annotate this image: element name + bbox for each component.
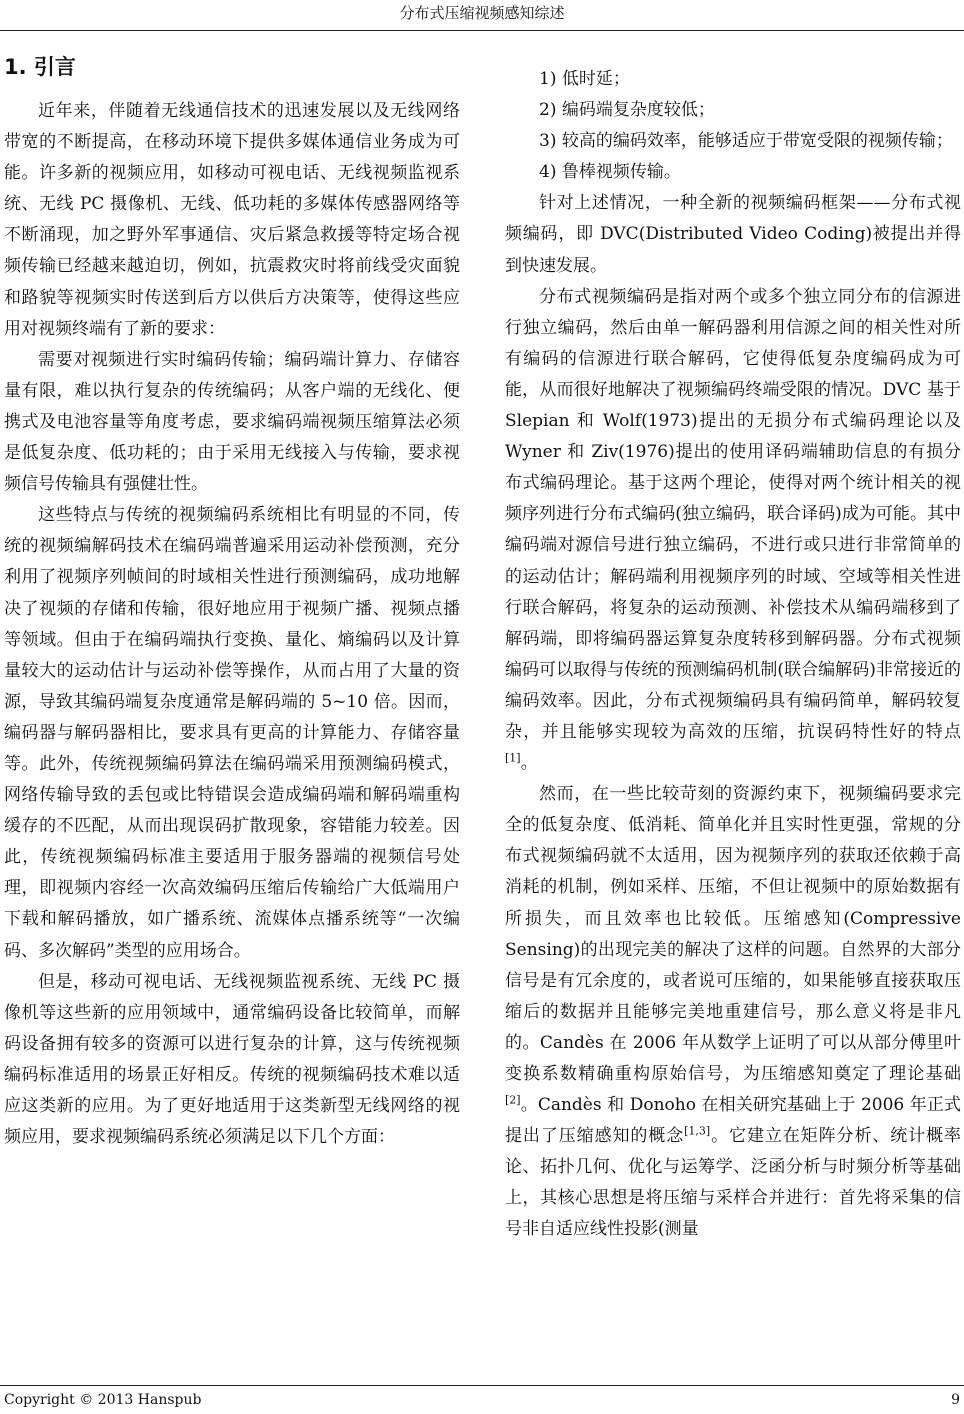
requirement-list-item: 1) 低时延； [539, 69, 630, 89]
paragraph [505, 779, 961, 1245]
paragraph-text: 。 [520, 753, 538, 774]
paragraph-text: 然而，在一些比较苛刻的资源约束下，视频编码要求完全的低复杂度、低消耗、简单化并且实时性更强，常规的分布式视频编码就不太适用，因为视频序列的获取还依赖于高消耗的机制，例如采样、压缩，不但让视频中的原始数据有所损失，而且效率也比较低。压缩感知(Compressive Sensing)的出现完美的解决了这样的问题。自然界的大部分信号是有冗余度的，或者说可压缩的，如果能够直接获取压缩后的数据并且能够完美地重建信号，那么意义将是非凡的。Candès 在 2006 年从数学上证明了可以从部分傅里叶变换系数精确重构原始信号，为压缩感知奠定了理论基础 [505, 784, 961, 1084]
page-footer [0, 1385, 964, 1410]
requirement-list-item: 4) 鲁棒视频传输。 [539, 162, 681, 183]
right-column [505, 64, 961, 1246]
paragraph: 需要对视频进行实时编码传输；编码端计算力、存储容量有限，难以执行复杂的传统编码；从客户端的无线化、便携式及电池容量等角度考虑，要求编码端视频压缩算法必须是低复杂度、低功耗的；由于采用无线接入与传输，要求视频信号传输具有强健壮性。 [4, 349, 460, 495]
paragraph: 针对上述情况，一种全新的视频编码框架——分布式视频编码，即 DVC(Distributed Video Coding)被提出并得到快速发展。 [505, 193, 961, 276]
page-number: 9 [951, 1392, 960, 1408]
left-column [4, 52, 460, 1153]
citation-ref[interactable]: [1,3] [684, 1124, 711, 1138]
section-title: 1. 引言 [4, 55, 76, 79]
paragraph: 这些特点与传统的视频编码系统相比有明显的不同，传统的视频编解码技术在编码端普遍采用运动补偿预测，充分利用了视频序列帧间的时域相关性进行预测编码，成功地解决了视频的存储和传输，很好地应用于视频广播、视频点播等领域。但由于在编码端执行变换、量化、熵编码以及计算量较大的运动估计与运动补偿等操作，从而占用了大量的资源，导致其编码端复杂度通常是解码端的 5~10 倍。因而，编码器与解码器相比，要求具有更高的计算能力、存储容量等。此外，传统视频编码算法在编码端采用预测编码模式，网络传输导致的丢包或比特错误会造成编码端和解码端重构缓存的不匹配，从而出现误码扩散现象，容错能力较差。因此，传统视频编码标准主要适用于服务器端的视频信号处理，即视频内容经一次高效编码压缩后传输给广大低端用户下载和解码播放，如广播系统、流媒体点播系统等“一次编码、多次解码”类型的应用场合。 [4, 505, 460, 961]
paragraph: 近年来，伴随着无线通信技术的迅速发展以及无线网络带宽的不断提高，在移动环境下提供多媒体通信业务成为可能。许多新的视频应用，如移动可视电话、无线视频监视系统、无线 PC 摄像机、无线、低功耗的多媒体传感器网络等不断涌现，加之野外军事通信、灾后紧急救援等特定场合视频传输已经越来越迫切，例如，抗震救灾时将前线受灾面貌和路貌等视频实时传送到后方以供后方决策等，使得这些应用对视频终端有了新的要求： [4, 101, 460, 339]
paragraph [505, 282, 961, 780]
requirement-list-item: 3) 较高的编码效率，能够适应于带宽受限的视频传输； [539, 131, 953, 152]
citation-ref[interactable]: [1] [505, 751, 521, 765]
running-title: 分布式压缩视频感知综述 [399, 4, 565, 22]
paragraph-text: 分布式视频编码是指对两个或多个独立同分布的信源进行独立编码，然后由单一解码器利用信源之间的相关性对所有编码的信源进行联合解码，它使得低复杂度编码成为可能，从而很好地解决了视频编码终端受限的情况。DVC 基于 Slepian 和 Wolf(1973)提出的无损分布式编码理论以及 Wyner 和 Ziv(1976)提出的使用译码端辅助信息的有损分布式编码理论。基于这两个理论，使得对两个统计相关的视频序列进行分布式编码(独立编码，联合译码)成为可能。其中编码端对源信号进行独立编码，不进行或只进行非常简单的的运动估计；解码端利用视频序列的时域、空域等相关性进行联合解码，将复杂的运动预测、补偿技术从编码端移到了解码端，即将编码器运算复杂度转移到解码器。分布式视频编码可以取得与传统的预测编码机制(联合编解码)非常接近的编码效率。因此，分布式视频编码具有编码简单，解码较复杂，并且能够实现较为高效的压缩，抗误码特性好的特点 [505, 286, 961, 742]
paragraph: 但是，移动可视电话、无线视频监视系统、无线 PC 摄像机等这些新的应用领域中，通常编码设备比较简单，而解码设备拥有较多的资源可以进行复杂的计算，这与传统视频编码标准适用的场景正好相反。传统的视频编码技术难以适应这类新的应用。为了更好地适用于这类新型无线网络的视频应用，要求视频编码系统必须满足以下几个方面： [4, 971, 460, 1148]
requirement-list-item: 2) 编码端复杂度较低； [539, 100, 715, 121]
paragraph-text: 。它建立在矩阵分析、统计概率论、拓扑几何、优化与运筹学、泛函分析与时频分析等基础上，其核心思想是将压缩与采样合并进行：首先将采集的信号非自适应线性投影(测量 [505, 1126, 962, 1240]
copyright-notice: Copyright © 2013 Hanspub [4, 1392, 202, 1408]
paragraph-text: 。Candès 和 Donoho 在相关研究基础上于 2006 年正式提出了压缩感知的概念 [505, 1095, 961, 1147]
running-header [0, 0, 964, 31]
citation-ref[interactable]: [2] [505, 1093, 521, 1107]
